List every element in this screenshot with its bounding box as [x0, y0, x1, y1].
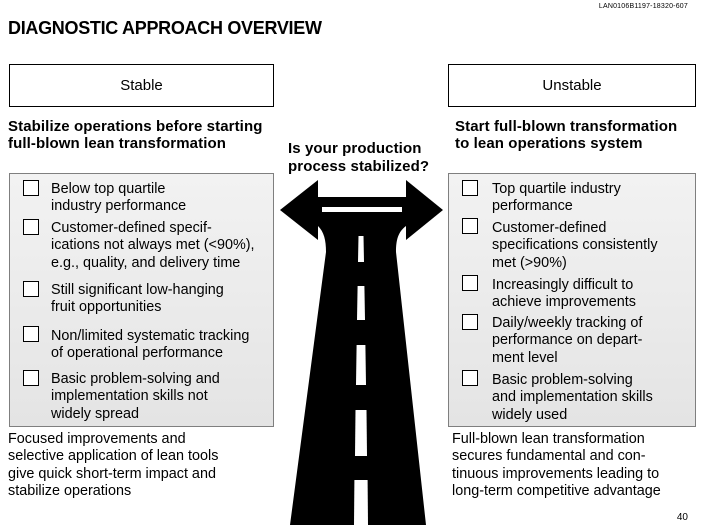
checkbox[interactable] — [23, 370, 39, 386]
unstable-statement-line: Start full-blown transformation — [455, 118, 678, 135]
item-line: Below top quartile — [51, 181, 166, 197]
unstable-item-text — [492, 220, 658, 272]
page-title: DIAGNOSTIC APPROACH OVERVIEW — [8, 18, 322, 38]
unstable-statement-line: to lean operations system — [455, 135, 643, 152]
item-line: Top quartile industry — [492, 181, 621, 197]
lane-marking — [358, 236, 364, 262]
checkbox[interactable] — [462, 370, 478, 386]
item-line: implementation skills not — [51, 388, 208, 405]
item-line: performance on depart- — [492, 332, 643, 349]
item-line: specifications consistently — [492, 237, 658, 254]
item-line: achieve improvements — [492, 294, 636, 311]
item-line: widely spread — [51, 405, 139, 422]
footer-line: Focused improvements and — [8, 431, 186, 447]
stable-item-text — [51, 220, 255, 272]
unstable-header-label: Unstable — [542, 77, 602, 94]
item-line: performance — [492, 198, 573, 215]
stable-statement-line: full-blown lean transformation — [8, 135, 227, 152]
lane-marking — [355, 410, 367, 456]
lane-marking — [354, 480, 368, 525]
stable-footer — [8, 431, 218, 501]
item-line: ment level — [492, 349, 558, 366]
footer-line: Full-blown lean transformation — [452, 431, 645, 447]
unstable-item-text — [492, 315, 642, 367]
unstable-item-text — [492, 181, 621, 216]
item-line: Increasingly difficult to — [492, 277, 634, 293]
item-line: fruit opportunities — [51, 299, 162, 316]
item-line: Customer-defined specif- — [51, 220, 212, 236]
stable-item-text — [51, 328, 249, 363]
item-line: widely used — [492, 406, 568, 423]
item-line: Basic problem-solving — [492, 372, 633, 388]
footer-line: stabilize operations — [8, 483, 132, 500]
footer-line: secures fundamental and con- — [452, 448, 646, 465]
item-line: Still significant low-hanging — [51, 282, 224, 298]
item-line: of operational performance — [51, 345, 223, 362]
checkbox[interactable] — [23, 281, 39, 297]
footer-line: selective application of lean tools — [8, 448, 219, 465]
unstable-footer — [452, 431, 661, 501]
stable-item-text — [51, 371, 220, 423]
item-line: and implementation skills — [492, 389, 653, 406]
question-line: process stabilized? — [288, 158, 430, 175]
item-line: e.g., quality, and delivery time — [51, 254, 241, 271]
footer-line: long-term competitive advantage — [452, 483, 661, 500]
lane-marking — [357, 286, 365, 320]
stable-statement-line: Stabilize operations before starting — [8, 118, 263, 135]
lane-marking-horizontal — [322, 207, 402, 212]
checkbox[interactable] — [23, 219, 39, 235]
checkbox[interactable] — [23, 326, 39, 342]
checkbox[interactable] — [462, 275, 478, 291]
document-id: LAN0106B1197-18320-607 — [598, 3, 688, 10]
item-line: met (>90%) — [492, 254, 567, 271]
page-number: 40 — [676, 512, 688, 523]
item-line: industry performance — [51, 198, 187, 215]
stable-header-label: Stable — [120, 77, 163, 94]
item-line: Non/limited systematic tracking — [51, 328, 250, 344]
unstable-item-text — [492, 372, 653, 424]
question-line: Is your production — [288, 140, 422, 157]
unstable-item-text — [492, 277, 636, 312]
item-line: Daily/weekly tracking of — [492, 315, 643, 331]
lane-marking — [356, 345, 366, 385]
checkbox[interactable] — [23, 180, 39, 196]
footer-line: give quick short-term impact and — [8, 465, 216, 482]
item-line: ications not always met (<90%), — [51, 237, 255, 254]
stable-item-text — [51, 282, 224, 317]
footer-line: tinuous improvements leading to — [452, 465, 660, 482]
checkbox[interactable] — [462, 314, 478, 330]
item-line: Basic problem-solving and — [51, 371, 220, 387]
checkbox[interactable] — [462, 180, 478, 196]
item-line: Customer-defined — [492, 220, 607, 236]
stable-item-text — [51, 181, 186, 216]
checkbox[interactable] — [462, 218, 478, 234]
